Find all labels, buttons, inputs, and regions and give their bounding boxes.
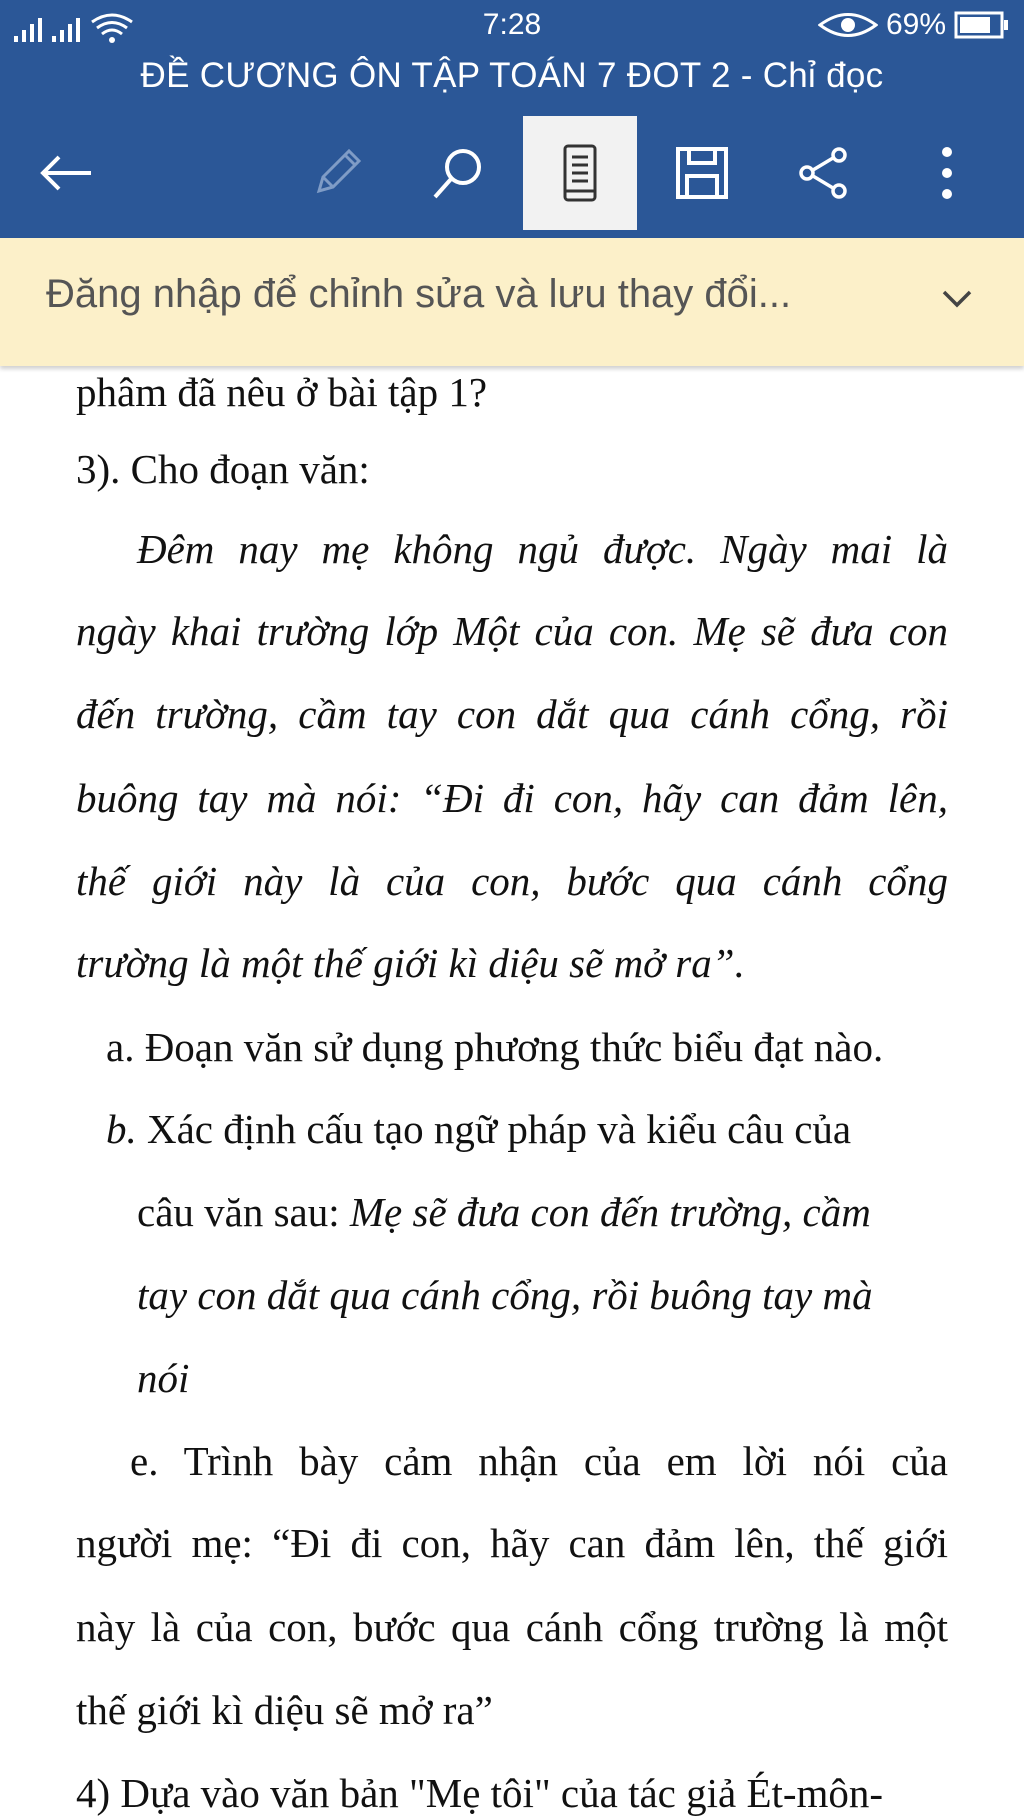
document-title: ĐỀ CƯƠNG ÔN TẬP TOÁN 7 ĐOT 2 - Chỉ đọc [140,56,884,95]
doc-line: người mẹ: “Đi đi con, hãy can đảm lên, thế giới [76,1520,948,1566]
doc-line: trường là một thế giới kì diệu sẽ mở ra”. [76,940,745,986]
question-e: e. Trình bày cảm nhận của em lời nói của [130,1438,948,1484]
search-icon [431,145,487,201]
question-4: 4) Dựa vào văn bản "Mẹ tôi" của tác giả Ét-môn- [76,1770,884,1816]
status-bar [0,0,1024,52]
doc-line: đến trường, cầm tay con dắt qua cánh cổng, rồi [76,691,948,737]
save-icon [675,146,729,200]
reading-view-icon [562,143,598,203]
back-button[interactable] [8,116,122,230]
more-options-button[interactable] [890,116,1004,230]
doc-line: ngày khai trường lớp Một của con. Mẹ sẽ đưa con [76,608,948,654]
share-button[interactable] [767,116,881,230]
doc-line: thế giới này là của con, bước qua cánh cổng [76,858,948,904]
eye-icon [818,10,878,40]
doc-line: tay con dắt qua cánh cổng, rồi buông tay mà [137,1272,873,1318]
sign-in-message: Đăng nhập để chỉnh sửa và lưu thay đổi... [46,272,792,316]
save-button[interactable] [645,116,759,230]
doc-line: 3). Cho đoạn văn: [76,446,370,492]
doc-line-italic: Mẹ sẽ đưa con đến trường, cầm [349,1189,871,1235]
doc-line [137,1187,871,1237]
document-body[interactable] [0,366,1024,1820]
edit-button[interactable] [280,116,394,230]
doc-line: phâm đã nêu ở bài tập 1? [76,369,488,415]
question-b-marker: b. [106,1106,137,1152]
doc-line: buông tay mà nói: “Đi đi con, hãy can đảm lên, [76,775,948,821]
doc-line: này là của con, bước qua cánh cổng trường là một [76,1604,948,1650]
search-button[interactable] [402,116,516,230]
toolbar [0,116,1024,232]
sign-in-banner[interactable] [0,238,1024,366]
back-arrow-icon [37,153,93,193]
share-icon [797,146,851,200]
doc-line: nói [137,1355,190,1401]
doc-line: thế giới kì diệu sẽ mở ra” [76,1687,493,1733]
reading-view-button[interactable] [523,116,637,230]
doc-line-plain: câu văn sau: [137,1189,350,1235]
more-icon [939,146,955,200]
chevron-down-icon[interactable] [942,290,972,308]
battery-icon [954,11,1010,39]
question-b-text: Xác định cấu tạo ngữ pháp và kiểu câu của [136,1106,852,1152]
question-a: a. Đoạn văn sử dụng phương thức biểu đạt nào. [106,1024,884,1070]
clock: 7:28 [482,8,542,41]
question-b [106,1104,851,1154]
app-header [0,0,1024,238]
battery-percent: 69% [885,8,946,41]
doc-line: Đêm nay mẹ không ngủ được. Ngày mai là [137,526,948,572]
pencil-icon [311,147,363,199]
